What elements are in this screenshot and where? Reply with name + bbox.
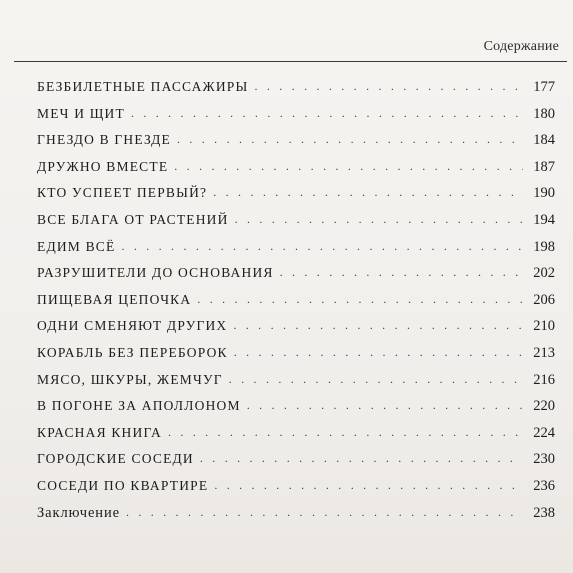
toc-entry-page: 236 [533, 477, 555, 494]
toc-entry-title: МЕЧ И ЩИТ [37, 105, 125, 121]
toc-entry-page: 177 [533, 79, 555, 95]
toc-entry-page: 224 [533, 424, 555, 441]
toc-entry-title: ВСЕ БЛАГА ОТ РАСТЕНИЙ [37, 211, 229, 227]
toc-dot-leader [247, 392, 523, 419]
toc-entry-page: 202 [533, 265, 555, 282]
toc-dot-leader [168, 419, 523, 446]
toc-entry [37, 340, 555, 367]
toc-dot-leader [254, 73, 523, 100]
toc-entry [37, 287, 555, 314]
toc-entry-title: КОРАБЛЬ БЕЗ ПЕРЕБОРОК [37, 344, 228, 360]
toc-entry [37, 154, 555, 181]
toc-entry [37, 234, 555, 261]
toc-entry-title: ДРУЖНО ВМЕСТЕ [37, 158, 169, 174]
toc-entry [37, 500, 555, 527]
toc-entry-title: БЕЗБИЛЕТНЫЕ ПАССАЖИРЫ [37, 79, 249, 94]
toc-entry-title: ОДНИ СМЕНЯЮТ ДРУГИХ [37, 318, 228, 334]
toc-dot-leader [174, 153, 523, 180]
toc-dot-leader [234, 339, 523, 366]
toc-dot-leader [213, 179, 523, 206]
toc-entry [37, 420, 555, 447]
toc-dot-leader [197, 286, 523, 313]
toc-entry-page: 213 [533, 344, 555, 361]
toc-entry-page: 210 [533, 318, 555, 335]
toc-entry [37, 127, 555, 154]
toc-dot-leader [280, 259, 523, 286]
toc-entry-page: 216 [533, 371, 555, 388]
toc-dot-leader [177, 126, 523, 153]
toc-entry-title: РАЗРУШИТЕЛИ ДО ОСНОВАНИЯ [37, 265, 274, 281]
toc-entry-page: 220 [533, 398, 555, 415]
toc-dot-leader [131, 100, 523, 127]
header-rule [14, 61, 567, 62]
toc-entry [37, 367, 555, 394]
toc-entry-title: Заключение [37, 504, 120, 521]
toc-entry-page: 238 [533, 504, 555, 521]
toc-dot-leader [233, 312, 523, 339]
toc-entry-title: ПИЩЕВАЯ ЦЕПОЧКА [37, 291, 192, 307]
toc-dot-leader [200, 445, 523, 472]
toc-entry-page: 198 [533, 238, 555, 255]
toc-entry [37, 393, 555, 420]
toc-dot-leader [126, 499, 523, 526]
toc-entry-page: 230 [533, 451, 555, 468]
toc-entry-title: КТО УСПЕЕТ ПЕРВЫЙ? [37, 185, 208, 201]
toc-entry-title: ГНЕЗДО В ГНЕЗДЕ [37, 132, 171, 148]
toc-entry [37, 101, 555, 128]
toc-entry-page: 194 [533, 211, 555, 228]
toc-dot-leader [214, 472, 523, 499]
toc-entry-page: 184 [533, 132, 555, 149]
toc-entry [37, 207, 555, 234]
table-of-contents [37, 74, 555, 526]
toc-entry-page: 206 [533, 291, 555, 308]
toc-entry [37, 473, 555, 500]
toc-entry-title: ГОРОДСКИЕ СОСЕДИ [37, 451, 194, 467]
toc-entry [37, 180, 555, 207]
toc-dot-leader [229, 366, 523, 393]
toc-entry [37, 313, 555, 340]
toc-dot-leader [235, 206, 523, 233]
toc-entry-page: 187 [533, 158, 555, 175]
toc-entry [37, 74, 555, 101]
toc-entry-page: 180 [533, 105, 555, 122]
toc-entry-title: СОСЕДИ ПО КВАРТИРЕ [37, 477, 209, 493]
toc-entry-title: ЕДИМ ВСЁ [37, 238, 116, 254]
toc-entry [37, 260, 555, 287]
toc-dot-leader [121, 233, 523, 260]
toc-entry [37, 446, 555, 473]
toc-entry-page: 190 [533, 185, 555, 202]
toc-entry-title: В ПОГОНЕ ЗА АПОЛЛОНОМ [37, 398, 241, 414]
toc-entry-title: КРАСНАЯ КНИГА [37, 424, 162, 440]
toc-entry-title: МЯСО, ШКУРЫ, ЖЕМЧУГ [37, 371, 223, 387]
running-head: Содержание [483, 39, 559, 54]
